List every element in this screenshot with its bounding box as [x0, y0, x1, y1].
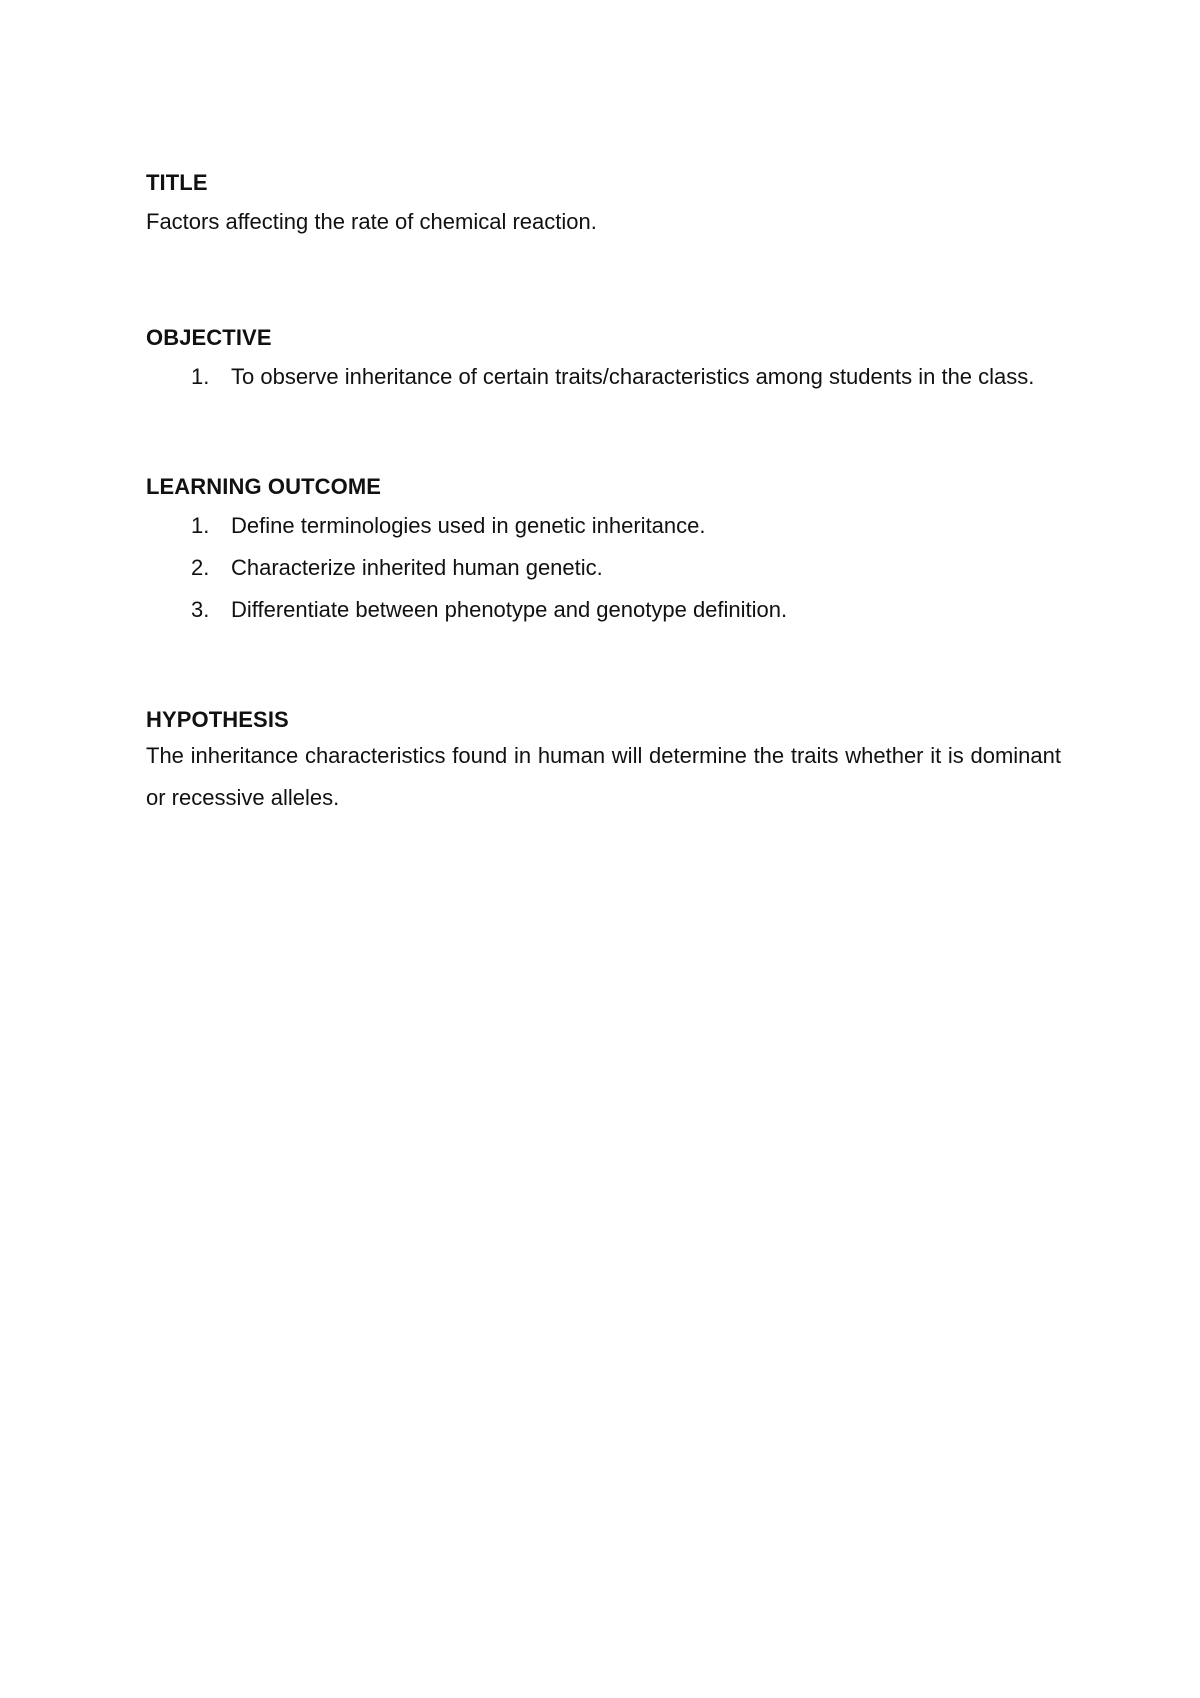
- list-item-number: 1.: [191, 364, 210, 389]
- list-item: [146, 589, 1061, 631]
- list-item-text: Define terminologies used in genetic inheritance.: [231, 513, 706, 538]
- list-item: [146, 505, 1061, 547]
- list-item-number: 2.: [191, 555, 210, 580]
- list-item-number: 1.: [191, 513, 210, 538]
- title-text: Factors affecting the rate of chemical reaction.: [146, 209, 597, 234]
- list-item-text: Differentiate between phenotype and genotype definition.: [231, 597, 788, 622]
- list-item-text: Characterize inherited human genetic.: [231, 555, 603, 580]
- list-item-number: 3.: [191, 597, 210, 622]
- list-item-text: To observe inheritance of certain traits/characteristics among students in the class.: [231, 364, 1035, 389]
- list-item: [146, 547, 1061, 589]
- learning-outcome-list: [146, 505, 1061, 631]
- title-heading: TITLE: [146, 170, 208, 195]
- objective-list: [146, 356, 1061, 398]
- document-page: [146, 168, 1061, 819]
- list-item: [146, 356, 1061, 398]
- hypothesis-text: The inheritance characteristics found in human will determine the traits whether it is dominant or recessive alleles.: [146, 743, 1061, 810]
- learning-outcome-heading: LEARNING OUTCOME: [146, 474, 382, 499]
- learning-outcome-section: [146, 472, 1061, 631]
- hypothesis-heading: HYPOTHESIS: [146, 707, 289, 732]
- objective-heading: OBJECTIVE: [146, 325, 272, 350]
- hypothesis-section: [146, 705, 1061, 819]
- objective-section: [146, 323, 1061, 398]
- title-section: [146, 168, 1061, 243]
